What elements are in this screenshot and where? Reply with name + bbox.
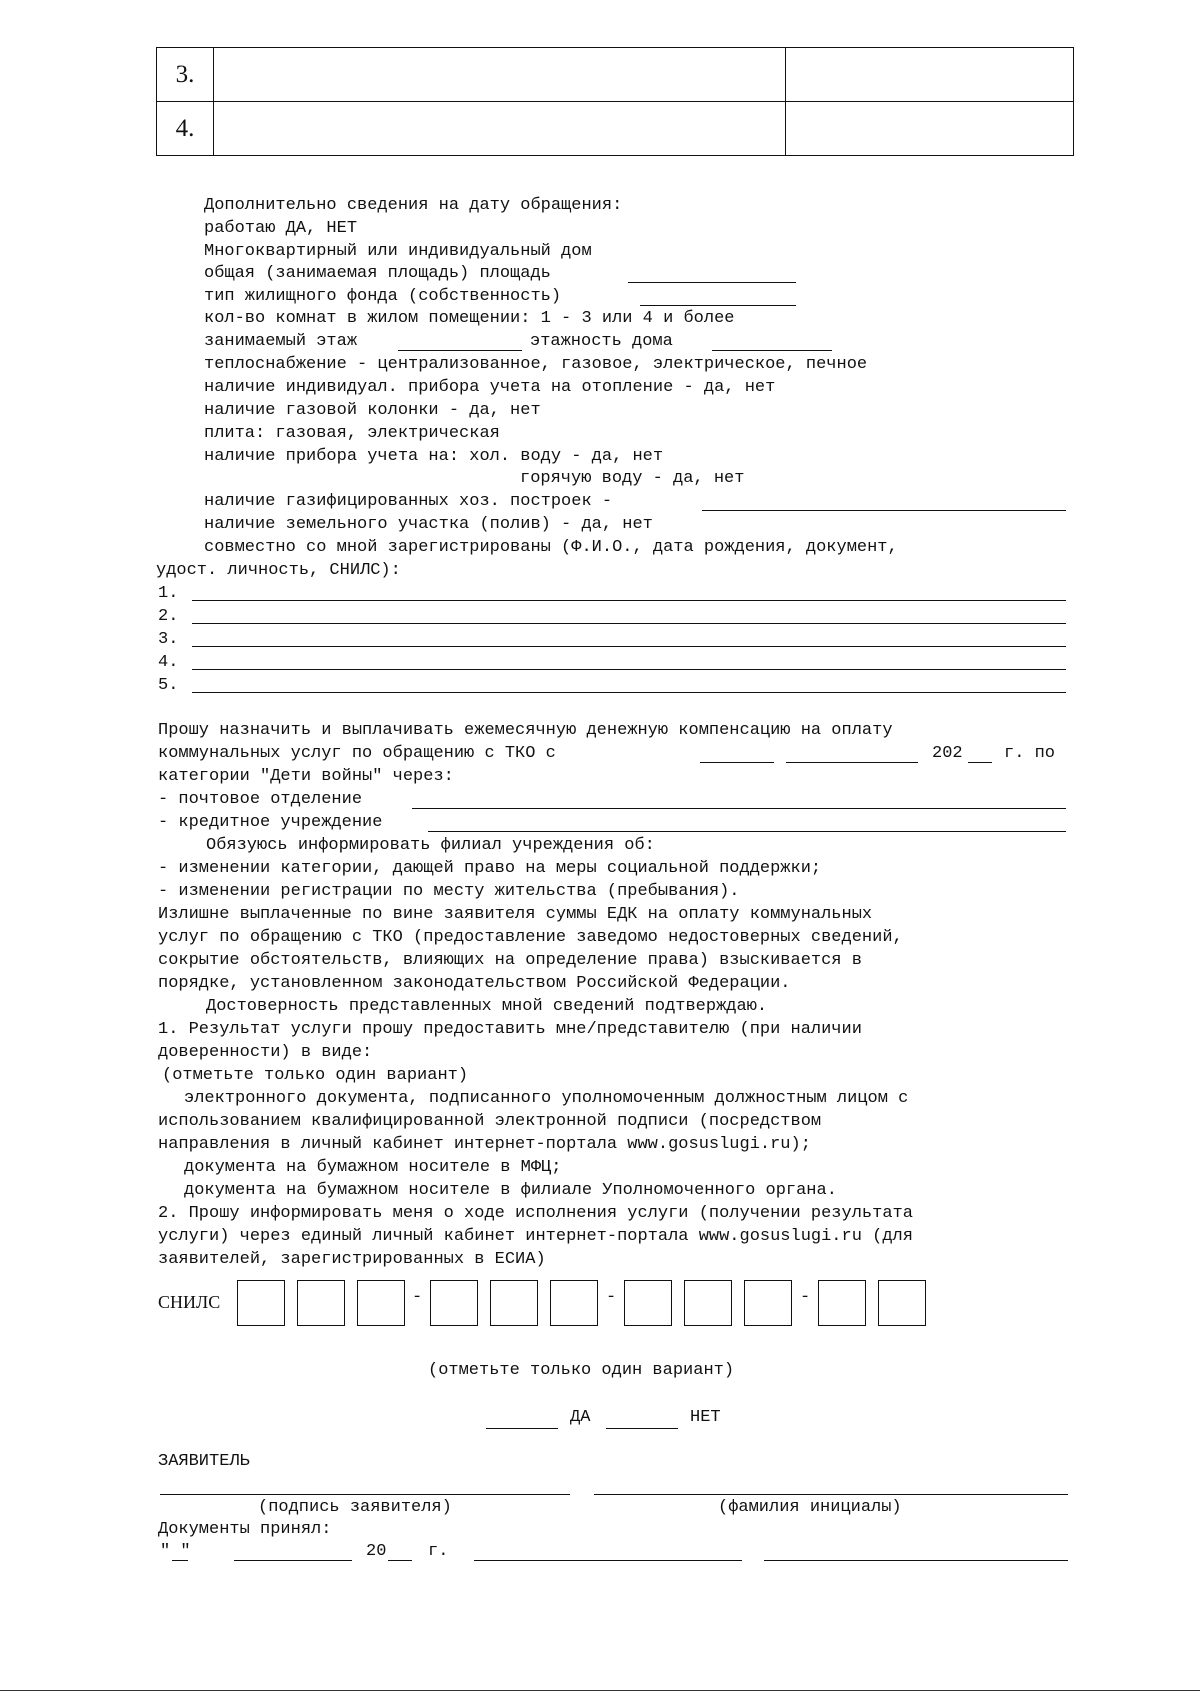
house-type: Многоквартирный или индивидуальный дом	[204, 242, 592, 261]
snils-separator: -	[606, 1288, 617, 1307]
floor-field[interactable]	[398, 350, 522, 351]
land-label: наличие земельного участка (полив) - да, нет	[204, 515, 653, 534]
page-edge	[0, 1690, 1200, 1691]
rooms-label: кол-во комнат в жилом помещении: 1 - 3 или 4 и более	[204, 309, 735, 328]
snils-separator: -	[800, 1288, 811, 1307]
accept-day-field[interactable]	[172, 1560, 188, 1561]
floors-total-label: этажность дома	[530, 332, 673, 351]
snils-label: СНИЛС	[158, 1292, 221, 1312]
table-cell[interactable]	[214, 48, 786, 102]
table-row	[157, 48, 1074, 102]
snils-digit-box[interactable]	[550, 1280, 598, 1326]
yes-field[interactable]	[486, 1428, 558, 1429]
gas-heater-label: наличие газовой колонки - да, нет	[204, 401, 541, 420]
table-cell[interactable]	[214, 102, 786, 156]
option-mfc[interactable]: документа на бумажном носителе в МФЦ;	[184, 1158, 562, 1177]
snils-digit-box[interactable]	[430, 1280, 478, 1326]
excess-line-1: Излишне выплаченные по вине заявителя суммы ЕДК на оплату коммунальных	[158, 905, 873, 924]
list-item-number: 4.	[158, 653, 179, 672]
name-field[interactable]	[594, 1494, 1068, 1495]
oblige-heading: Обязуюсь информировать филиал учреждения об:	[206, 836, 655, 855]
table-cell[interactable]	[786, 48, 1074, 102]
oblige-item-2: - изменении регистрации по месту жительства (пребывания).	[158, 882, 740, 901]
registered-person-field[interactable]	[192, 623, 1066, 624]
table-cell[interactable]	[786, 102, 1074, 156]
accept-year-suffix: г.	[428, 1542, 449, 1561]
registered-person-field[interactable]	[192, 600, 1066, 601]
water-meter-hot: горячую воду - да, нет	[520, 469, 745, 488]
option-electronic-2: использованием квалифицированной электронной подписи (посредством	[158, 1112, 822, 1131]
gas-buildings-field[interactable]	[702, 510, 1066, 511]
table-row	[157, 102, 1074, 156]
post-office-label: - почтовое отделение	[158, 790, 363, 809]
heat-meter-label: наличие индивидуал. прибора учета на отопление - да, нет	[204, 378, 776, 397]
oblige-item-1: - изменении категории, дающей право на меры социальной поддержки;	[158, 859, 822, 878]
water-meter-cold: наличие прибора учета на: хол. воду - да, нет	[204, 447, 664, 466]
date-day-field[interactable]	[700, 762, 774, 763]
snils-digit-box[interactable]	[818, 1280, 866, 1326]
gas-buildings-label: наличие газифицированных хоз. построек -	[204, 492, 613, 511]
excess-line-2: услуг по обращению с ТКО (предоставление заведомо недостоверных сведений,	[158, 928, 903, 947]
request-line-1: Прошу назначить и выплачивать ежемесячную денежную компенсацию на оплату	[158, 721, 893, 740]
inform-line-2: услуги) через единый личный кабинет интернет-портала www.gosuslugi.ru (для	[158, 1227, 913, 1246]
snils-digit-box[interactable]	[684, 1280, 732, 1326]
signature-caption: (подпись заявителя)	[258, 1498, 452, 1517]
info-heading: Дополнительно сведения на дату обращения:	[204, 196, 623, 215]
persons-table	[156, 47, 1074, 156]
excess-line-3: сокрытие обстоятельств, влияющих на определение права) взыскивается в	[158, 951, 862, 970]
inform-line-1: 2. Прошу информировать меня о ходе исполнения услуги (получении результата	[158, 1204, 913, 1223]
registered-line-1: совместно со мной зарегистрированы (Ф.И.О., дата рождения, документ,	[204, 538, 898, 557]
no-field[interactable]	[606, 1428, 678, 1429]
accept-year-prefix: 20	[366, 1542, 387, 1561]
credit-label: - кредитное учреждение	[158, 813, 383, 832]
request-line-2: коммунальных услуг по обращению с ТКО с	[158, 744, 556, 763]
registered-person-field[interactable]	[192, 646, 1066, 647]
date-month-field[interactable]	[786, 762, 918, 763]
row-number: 4.	[157, 102, 214, 156]
option-electronic-3: направления в личный кабинет интернет-портала www.gosuslugi.ru);	[158, 1135, 811, 1154]
snils-digit-box[interactable]	[624, 1280, 672, 1326]
applicant-label: ЗАЯВИТЕЛЬ	[158, 1452, 250, 1471]
area-field[interactable]	[628, 282, 796, 283]
snils-digit-box[interactable]	[297, 1280, 345, 1326]
no-label: НЕТ	[690, 1408, 721, 1427]
choice-note: (отметьте только один вариант)	[428, 1361, 735, 1380]
floor-label: занимаемый этаж	[204, 332, 358, 351]
list-item-number: 2.	[158, 607, 179, 626]
inform-line-3: заявителей, зарегистрированных в ЕСИА)	[158, 1250, 546, 1269]
option-branch[interactable]: документа на бумажном носителе в филиале Уполномоченного органа.	[184, 1181, 837, 1200]
snils-digit-box[interactable]	[237, 1280, 285, 1326]
work-status: работаю ДА, НЕТ	[204, 219, 358, 238]
result-line-1: 1. Результат услуги прошу предоставить мне/представителю (при наличии	[158, 1020, 862, 1039]
snils-digit-box[interactable]	[878, 1280, 926, 1326]
accepted-label: Документы принял:	[158, 1520, 332, 1539]
year-suffix: г. по	[1004, 744, 1056, 763]
accepted-signature-field[interactable]	[474, 1560, 742, 1561]
list-item-number: 1.	[158, 584, 179, 603]
snils-digit-box[interactable]	[744, 1280, 792, 1326]
accept-year-field[interactable]	[388, 1560, 412, 1561]
request-line-3: категории "Дети войны" через:	[158, 767, 454, 786]
area-label: общая (занимаемая площадь) площадь	[204, 264, 551, 283]
yes-label: ДА	[570, 1408, 591, 1427]
snils-separator: -	[412, 1288, 423, 1307]
fund-type-label: тип жилищного фонда (собственность)	[204, 287, 562, 306]
result-line-2: доверенности) в виде:	[158, 1043, 373, 1062]
accepted-name-field[interactable]	[764, 1560, 1068, 1561]
snils-digit-box[interactable]	[357, 1280, 405, 1326]
year-field[interactable]	[968, 762, 992, 763]
list-item-number: 5.	[158, 676, 179, 695]
heating-label: теплоснабжение - централизованное, газовое, электрическое, печное	[204, 355, 868, 374]
registered-person-field[interactable]	[192, 692, 1066, 693]
accept-month-field[interactable]	[234, 1560, 352, 1561]
snils-digit-box[interactable]	[490, 1280, 538, 1326]
registered-person-field[interactable]	[192, 669, 1066, 670]
option-electronic-1[interactable]: электронного документа, подписанного уполномоченным должностным лицом с	[184, 1089, 909, 1108]
date-quotes: " "	[160, 1542, 191, 1561]
result-line-3: (отметьте только один вариант)	[162, 1066, 469, 1085]
fund-type-field[interactable]	[640, 305, 796, 306]
credit-field[interactable]	[428, 831, 1066, 832]
excess-line-4: порядке, установленном законодательством Российской Федерации.	[158, 974, 791, 993]
row-number: 3.	[157, 48, 214, 102]
post-office-field[interactable]	[412, 808, 1066, 809]
registered-line-2: удост. личность, СНИЛС):	[156, 561, 401, 580]
name-caption: (фамилия инициалы)	[718, 1498, 902, 1517]
confirm-text: Достоверность представленных мной сведений подтверждаю.	[206, 997, 768, 1016]
list-item-number: 3.	[158, 630, 179, 649]
stove-label: плита: газовая, электрическая	[204, 424, 500, 443]
year-prefix: 202	[932, 744, 963, 763]
signature-field[interactable]	[160, 1494, 570, 1495]
floors-total-field[interactable]	[712, 350, 832, 351]
